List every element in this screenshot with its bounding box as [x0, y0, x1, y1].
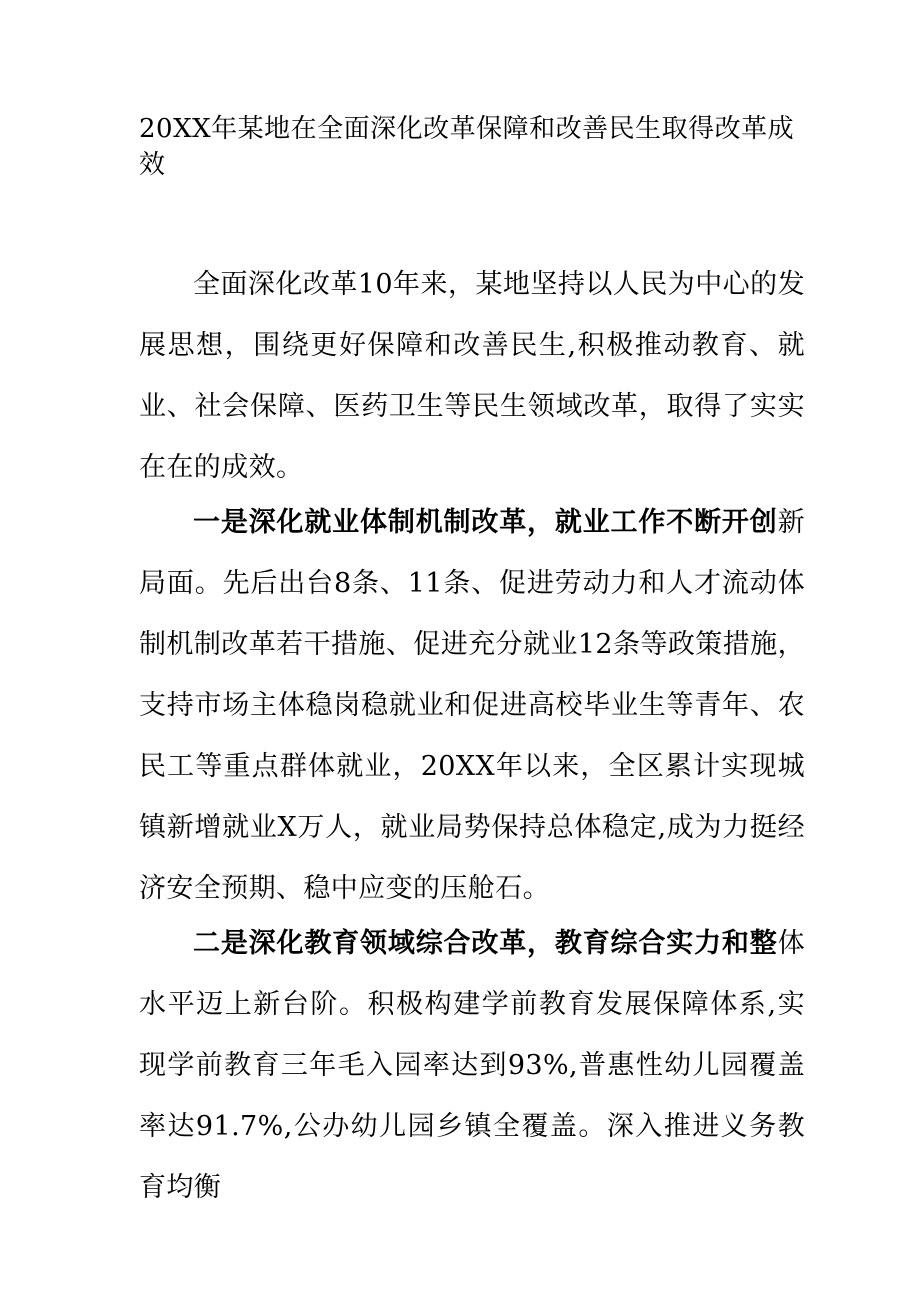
employment-paragraph [139, 492, 805, 919]
document-title: 20XX年某地在全面深化改革保障和改善民生取得改革成效 [139, 114, 795, 180]
employment-lead: 一是深化就业体制机制改革，就业工作不断开创 [193, 507, 778, 538]
employment-text: 新局面。先后出台8条、11条、促进劳动力和人才流动体制机制改革若干措施、促进充分就业12条等政策措施，支持市场主体稳岗稳就业和促进高校毕业生等青年、农民工等重点群体就业，20XX年以来，全区累计实现城镇新增就业X万人，就业局势保持总体稳定,成为力挺经济安全预期、稳中应变的压舱石。 [139, 507, 805, 904]
education-paragraph [139, 913, 805, 1218]
education-lead: 二是深化教育领域综合改革，教育综合实力和整 [193, 928, 778, 959]
intro-paragraph: 全面深化改革10年来，某地坚持以人民为中心的发展思想，围绕更好保障和改善民生,积极推动教育、就业、社会保障、医药卫生等民生领域改革，取得了实实在在的成效。 [139, 269, 805, 483]
education-text: 体水平迈上新台阶。积极构建学前教育发展保障体系,实现学前教育三年毛入园率达到93%,普惠性幼儿园覆盖率达91.7%,公办幼儿园乡镇全覆盖。深入推进义务教育均衡 [139, 928, 805, 1203]
